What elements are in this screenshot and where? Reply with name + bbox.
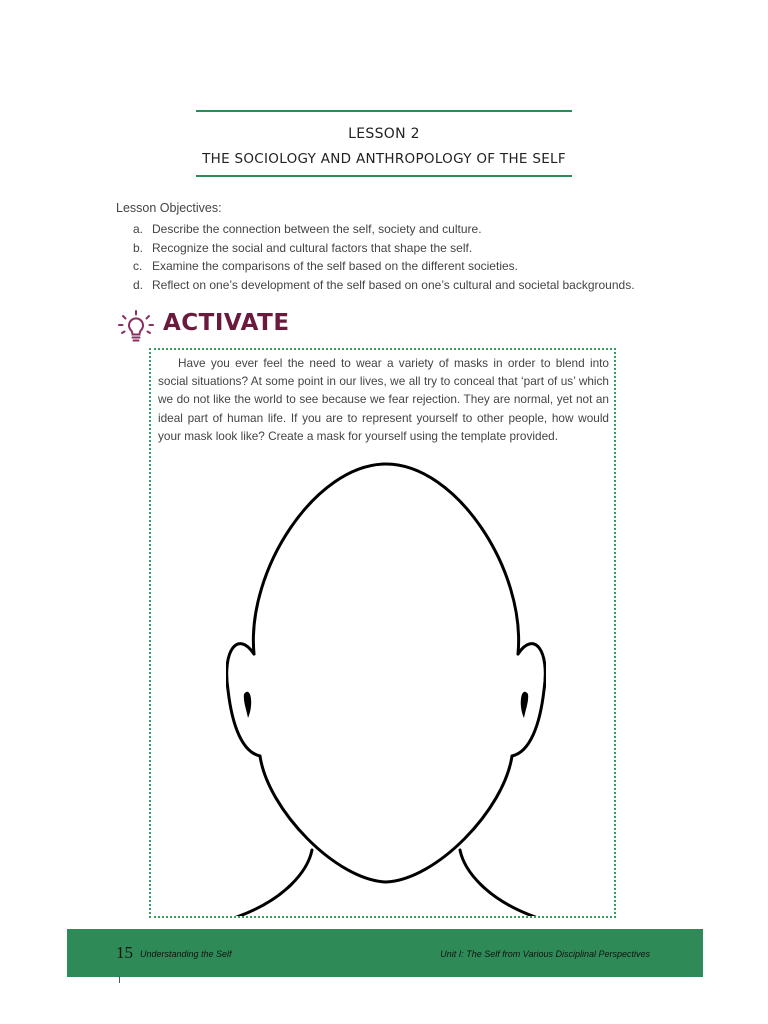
- activity-paragraph: Have you ever feel the need to wear a variety of masks in order to blend into social situations? At some point in our lives, we all try to conceal that ‘part of us’ which we do not like the world to see because we fear rejection. They are normal, yet not an ideal part of human life. If you are to represent yourself to other people, how would your mask look like? Create a mask for yourself using the template provided.: [158, 356, 609, 443]
- top-rule: [196, 110, 572, 112]
- activity-box: [149, 348, 616, 918]
- head-outline-template: [226, 460, 546, 916]
- footer-book-title: Understanding the Self: [140, 949, 232, 959]
- objective-item: c. Examine the comparisons of the self based on the different societies.: [133, 259, 518, 273]
- objective-item: b. Recognize the social and cultural factors that shape the self.: [133, 240, 473, 255]
- lesson-number: LESSON 2: [348, 126, 420, 142]
- objective-item: d. Reflect on one’s development of the self based on one’s cultural and societal backgrounds.: [133, 277, 635, 292]
- footer-bar: [67, 929, 703, 977]
- objectives-heading: Lesson Objectives:: [116, 201, 222, 215]
- objectives-list: [133, 220, 635, 294]
- objective-item: a. Describe the connection between the self, society and culture.: [133, 222, 482, 236]
- lightbulb-icon: [116, 308, 156, 348]
- stray-mark: [119, 976, 120, 983]
- lesson-title: THE SOCIOLOGY AND ANTHROPOLOGY OF THE SELF: [202, 151, 566, 167]
- page-number: 15: [116, 943, 133, 962]
- bottom-rule: [196, 175, 572, 177]
- activate-heading: ACTIVATE: [163, 310, 290, 336]
- footer-unit-title: Unit I: The Self from Various Disciplinal Perspectives: [440, 949, 650, 959]
